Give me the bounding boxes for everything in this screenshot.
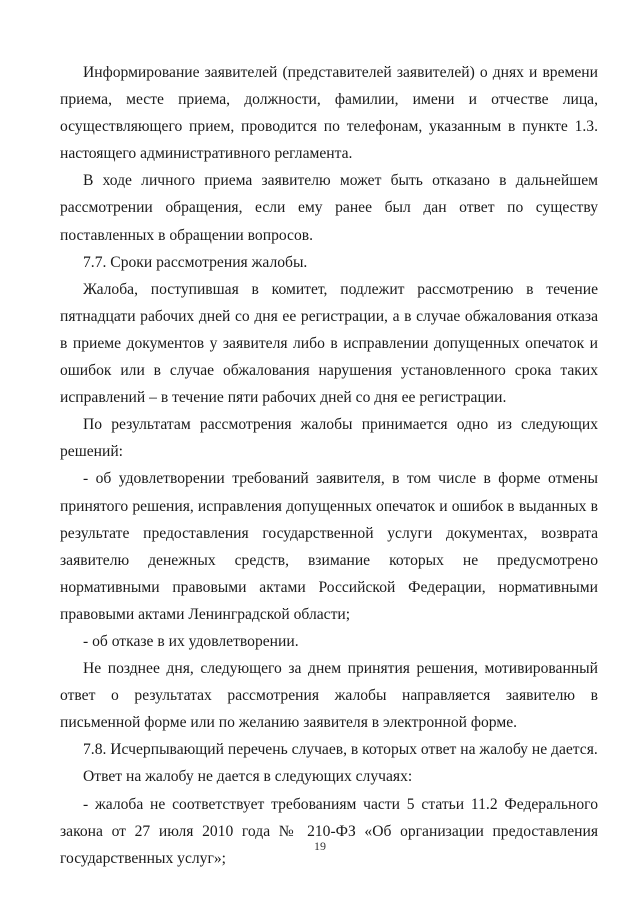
list-item-requirements: - жалоба не соответствует требованиям части 5 статьи 11.2 Федерального закона от 27 июля 2010 года № 210-ФЗ «Об организации предоставления государственных услуг»; [60, 795, 598, 867]
paragraph-no-response-cases: Ответ на жалобу не дается в следующих случаях: [83, 768, 413, 786]
paragraph-complaint-terms: Жалоба, поступившая в комитет, подлежит рассмотрению в течение пятнадцати рабочих дней со дня ее регистрации, а в случае обжалования отказа в приеме документов у заявителя либо в исправлении допущенных опечаток и ошибок или в случае обжалования нарушения установленного срока таких исправлений – в течение пяти рабочих дней со дня ее регистрации. [60, 280, 598, 407]
paragraph-decision-options: По результатам рассмотрения жалобы принимается одно из следующих решений: [60, 416, 598, 461]
body-text [60, 59, 598, 872]
paragraph-personal-reception: В ходе личного приема заявителю может быть отказано в дальнейшем рассмотрении обращения, если ему ранее был дан ответ по существу поставленных в обращении вопросов. [60, 172, 598, 244]
list-item-refusal: - об отказе в их удовлетворении. [83, 632, 299, 650]
section-heading-7-7: 7.7. Сроки рассмотрения жалобы. [83, 253, 308, 271]
paragraph-reasoned-response: Не позднее дня, следующего за днем принятия решения, мотивированный ответ о результатах рассмотрения жалобы направляется заявителю в письменной форме или по желанию заявителя в электронной форме. [60, 660, 598, 732]
paragraph-informing-applicants: Информирование заявителей (представителей заявителей) о днях и времени приема, месте приема, должности, фамилии, имени и отчестве лица, осуществляющего прием, проводится по телефонам, указанным в пункте 1.3. настоящего административного регламента. [60, 64, 598, 163]
page-number: 19 [314, 839, 326, 853]
section-heading-7-8: 7.8. Исчерпывающий перечень случаев, в которых ответ на жалобу не дается. [83, 741, 598, 759]
list-item-satisfaction: - об удовлетворении требований заявителя, в том числе в форме отмены принятого решения, исправления допущенных опечаток и ошибок в выданных в результате предоставления государственной услуги документах, возврата заявителю денежных средств, взимание которых не предусмотрено нормативными правовыми актами Российской Федерации, нормативными правовыми актами Ленинградской области; [60, 470, 598, 623]
